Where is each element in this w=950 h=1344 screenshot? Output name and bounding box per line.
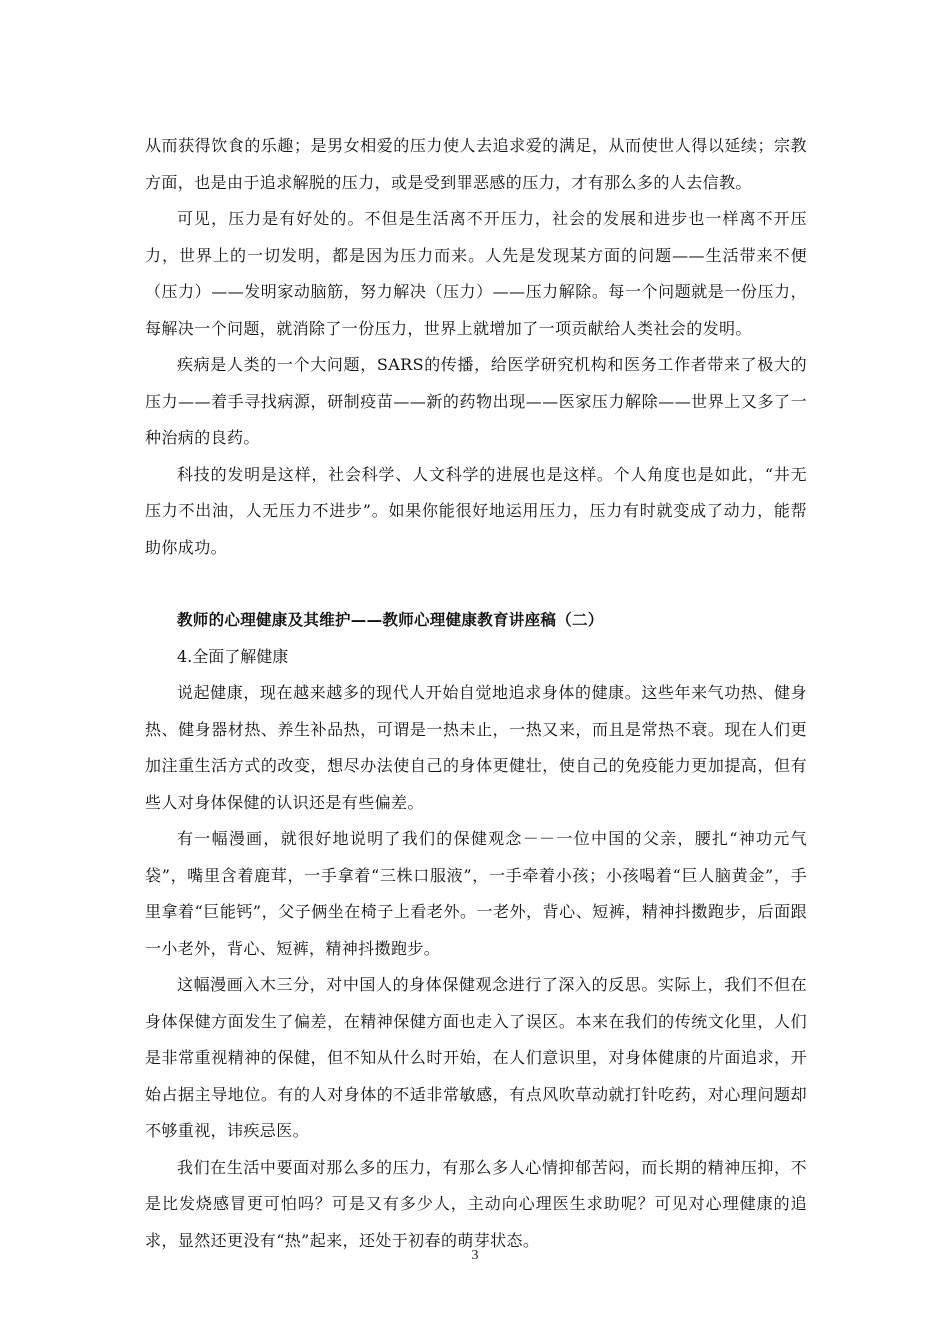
paragraph-mental-health: 我们在生活中要面对那么多的压力，有那么多人心情抑郁苦闷，而长期的精神压抑，不是比发烧感冒更可怕吗？可是又有多少人，主动向心理医生求助呢？可见对心理健康的追求，显然还更没有“热”起来，还处于初春的萌芽状态。 (145, 1157, 807, 1250)
section-subheading: 4.全面了解健康 (177, 646, 289, 666)
paragraph-continuation: 从而获得饮食的乐趣；是男女相爱的压力使人去追求爱的满足，从而使世人得以延续；宗教方面，也是由于追求解脱的压力，或是受到罪恶感的压力，才有那么多的人去信教。 (145, 136, 807, 192)
paragraph-cartoon-reflection: 这幅漫画入木三分，对中国人的身体保健观念进行了深入的反思。实际上，我们不但在身体保健方面发生了偏差，在精神保健方面也走入了误区。本来在我们的传统文化里，人们是非常重视精神的保健，但不知从什么时开始，在人们意识里，对身体健康的片面追求，开始占据主导地位。有的人对身体的不适非常敏感，有点风吹草动就打针吃药，对心理问题却不够重视，讳疾忌医。 (145, 975, 807, 1140)
paragraph-health-intro: 说起健康，现在越来越多的现代人开始自觉地追求身体的健康。这些年来气功热、健身热、健身器材热、养生补品热，可谓是一热未止，一热又来，而且是常热不衰。现在人们更加注重生活方式的改变，想尽办法使自己的身体更健壮，使自己的免疫能力更加提高，但有些人对身体保健的认识还是有些偏差。 (145, 683, 807, 812)
document-page (145, 128, 807, 1259)
paragraph-tech-invention: 科技的发明是这样，社会科学、人文科学的进展也是这样。个人角度也是如此，“井无压力不出油，人无压力不进步”。如果你能很好地运用压力，压力有时就变成了动力，能帮助你成功。 (145, 464, 807, 557)
paragraph-pressure-benefit: 可见，压力是有好处的。不但是生活离不开压力，社会的发展和进步也一样离不开压力，世界上的一切发明，都是因为压力而来。人先是发现某方面的问题——生活带来不便（压力）——发明家动脑筋，努力解决（压力）——压力解除。每一个问题就是一份压力，每解决一个问题，就消除了一份压力，世界上就增加了一项贡献给人类社会的发明。 (145, 209, 807, 338)
paragraph-disease-sars: 疾病是人类的一个大问题，SARS的传播，给医学研究机构和医务工作者带来了极大的压力——着手寻找病源，研制疫苗——新的药物出现——医家压力解除——世界上又多了一种治病的良药。 (145, 355, 807, 447)
section-spacer (145, 566, 807, 602)
page-number: 3 (471, 1248, 479, 1263)
paragraph-cartoon: 有一幅漫画，就很好地说明了我们的保健观念－－一位中国的父亲，腰扎“神功元气袋”，嘴里含着鹿茸，一手拿着“三株口服液”，一手牵着小孩；小孩喝着“巨人脑黄金”，手里拿着“巨能钙”，父子俩坐在椅子上看老外。一老外，背心、短裤，精神抖擞跑步，后面跟一小老外，背心、短裤，精神抖擞跑步。 (145, 829, 807, 958)
section-heading: 教师的心理健康及其维护——教师心理健康教育讲座稿（二） (177, 611, 604, 629)
